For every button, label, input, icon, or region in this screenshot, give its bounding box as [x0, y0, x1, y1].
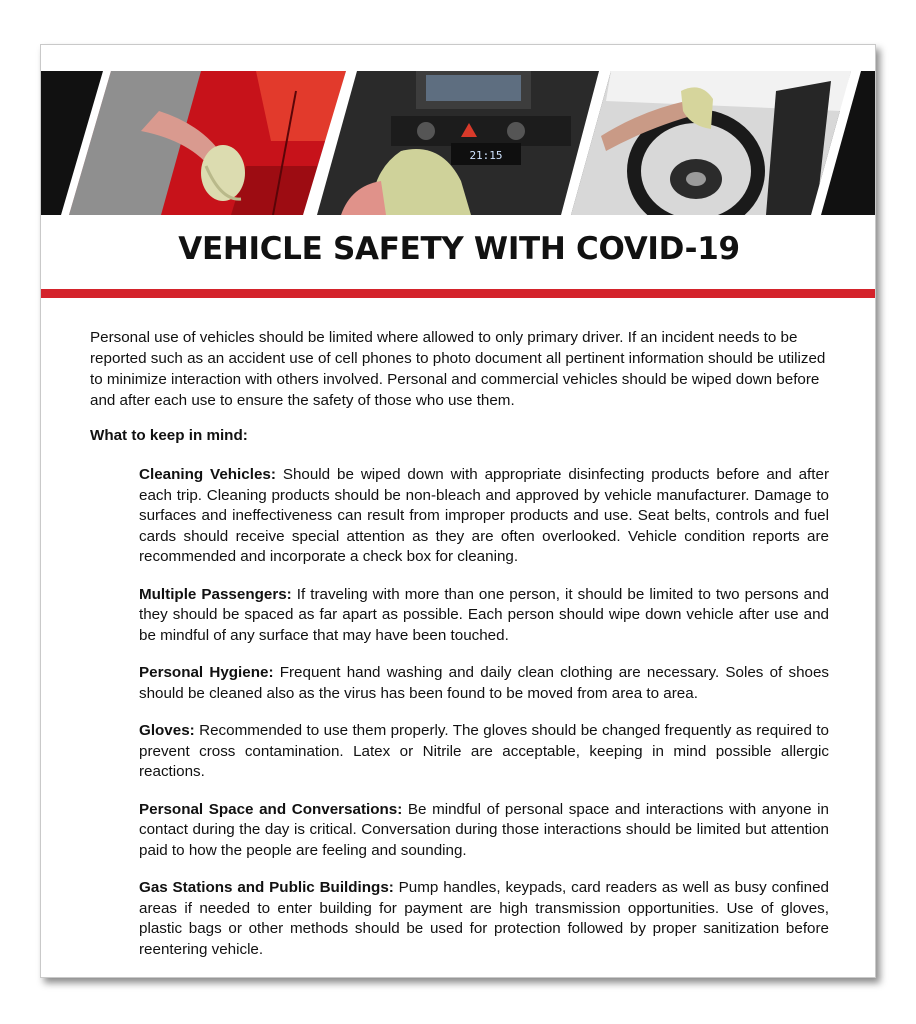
item-multiple-passengers	[139, 585, 829, 647]
item-personal-space	[139, 800, 829, 862]
photo-wiping-steering-wheel	[571, 71, 851, 215]
title-divider	[41, 289, 876, 298]
item-cleaning-vehicles	[139, 465, 829, 568]
item-gloves	[139, 721, 829, 783]
item-term: Personal Hygiene:	[139, 664, 274, 681]
item-term: Cleaning Vehicles:	[139, 466, 276, 483]
banner-graphic	[41, 71, 876, 215]
item-gas-stations	[139, 878, 829, 960]
page-title: VEHICLE SAFETY WITH COVID-19	[178, 231, 740, 267]
item-text: If traveling with more than one person, it should be limited to two persons and they should be spaced as far apart as possible. Each person should wipe down vehicle after use and be mindful of any surface that may have been touched.	[139, 585, 829, 644]
photo-wiping-dashboard	[317, 71, 599, 215]
photo-banner	[41, 71, 876, 215]
item-term: Multiple Passengers:	[139, 585, 292, 603]
keep-in-mind-heading: What to keep in mind:	[90, 427, 248, 444]
item-text: Pump handles, keypads, card readers as well as busy confined areas if needed to enter building for payment are high transmission opportunities. Use of gloves, plastic bags or other methods should be used for protection followed by proper sanitization before reentering vehicle.	[139, 879, 829, 958]
item-text: Frequent hand washing and daily clean clothing are necessary. Soles of shoes should be cleaned also as the virus has been found to be moved from area to area.	[139, 664, 830, 702]
item-term: Gas Stations and Public Buildings:	[139, 879, 394, 896]
item-text: Should be wiped down with appropriate disinfecting products before and after each trip. Cleaning products should be non-bleach and approved by vehicle manufacturer. Damage to surfaces and ineffectiveness can result from improper products and use. Seat belts, controls and fuel cards should receive special attention as they are often overlooked. Vehicle condition reports are recommended and incorporate a check box for cleaning.	[139, 466, 829, 565]
document-page	[40, 44, 876, 978]
dash-clock-readout: 21:15	[469, 149, 503, 162]
intro-paragraph: Personal use of vehicles should be limited where allowed to only primary driver. If an incident needs to be reported such as an accident use of cell phones to photo document all pertinent information should be utilized to minimize interaction with others involved. Personal and commercial vehicles should be wiped down before and after each use to ensure the safety of those who use them.	[90, 329, 826, 409]
item-term: Gloves:	[139, 722, 195, 739]
guidance-list	[139, 465, 829, 977]
item-term: Personal Space and Conversations:	[139, 800, 403, 818]
item-text: Be mindful of personal space and interactions with anyone in contact during the day is critical. Conversation during those interactions should be limited but attention paid to how the people are feeling and sounding.	[139, 800, 829, 859]
photo-wiping-car-door	[69, 71, 346, 215]
item-text: Recommended to use them properly. The gloves should be changed frequently as required to prevent cross contamination. Latex or Nitrile are acceptable, keeping in mind possible allergic reactions.	[139, 722, 829, 780]
item-personal-hygiene	[139, 663, 829, 704]
